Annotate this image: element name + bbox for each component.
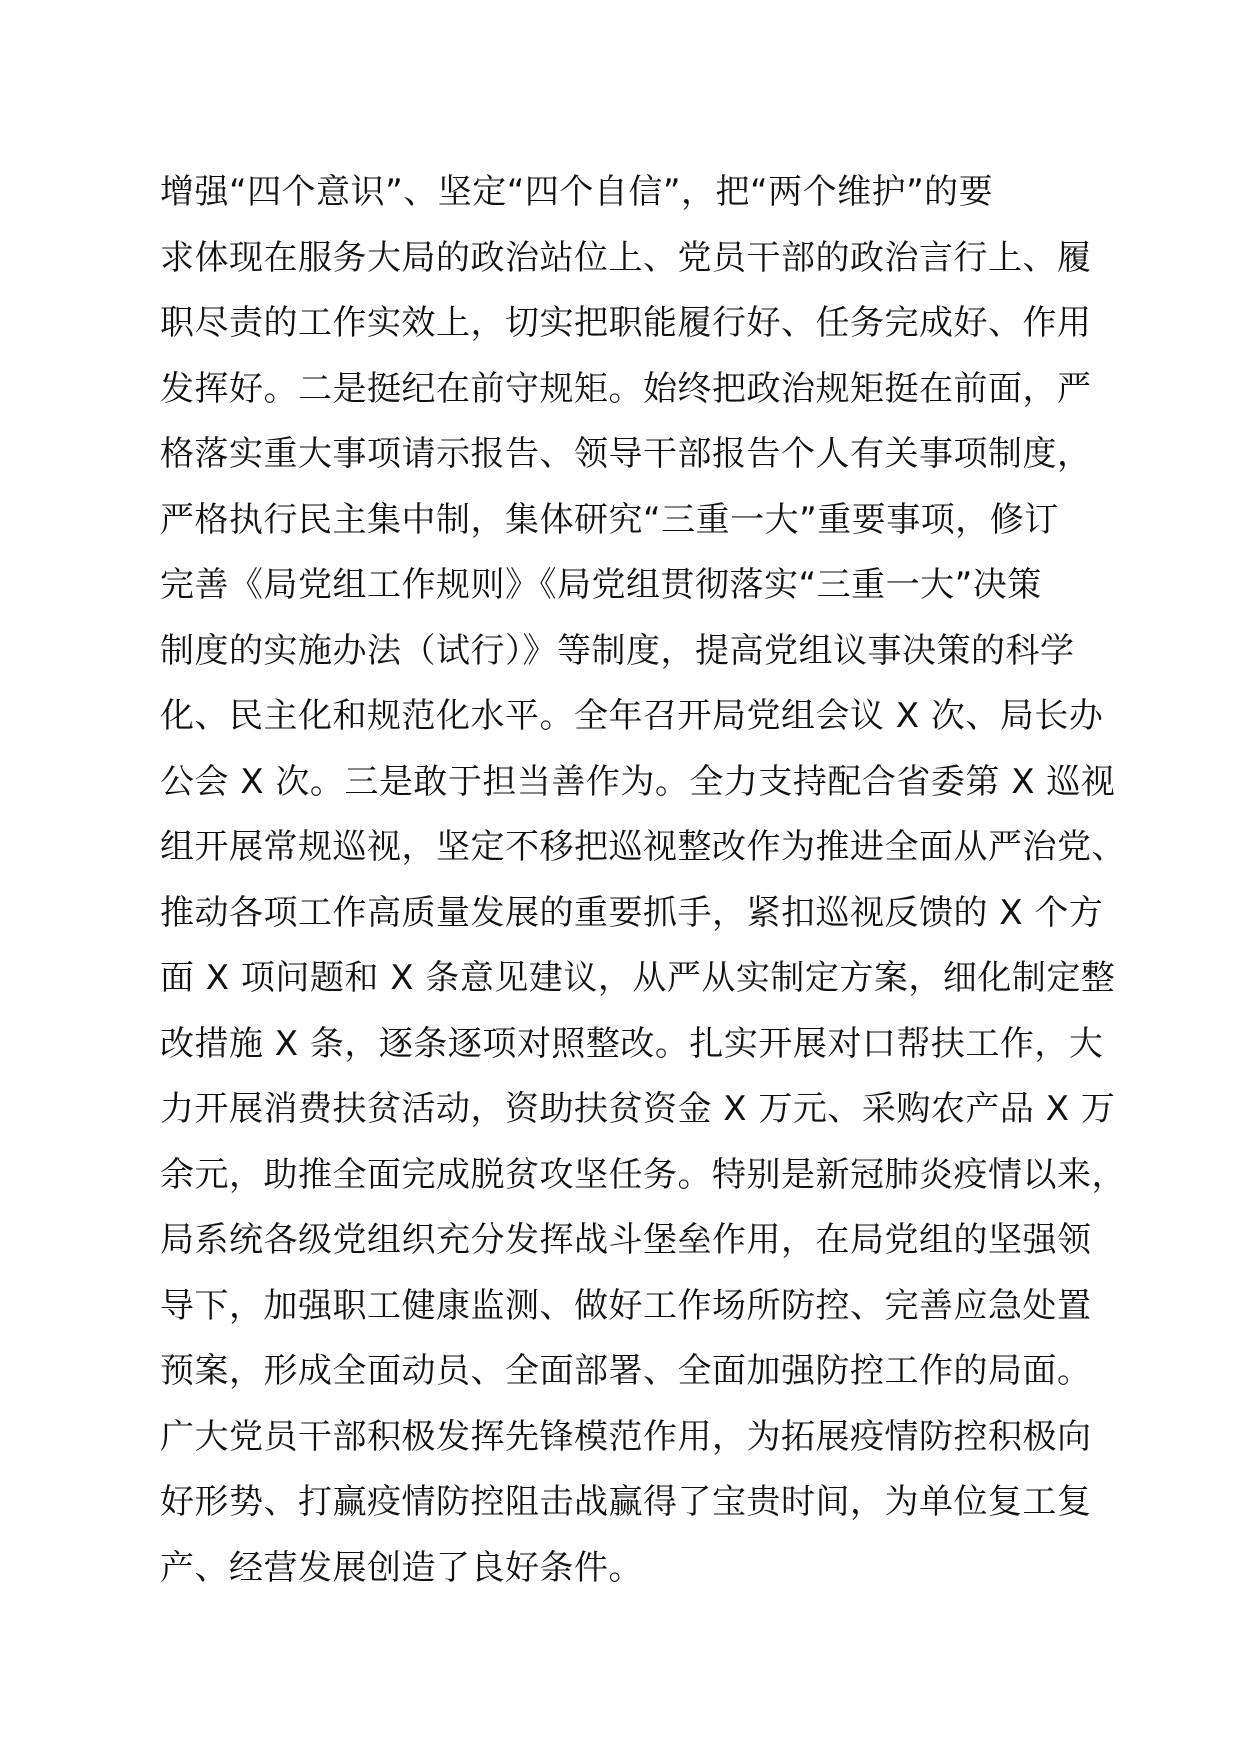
text-line: 改措施 X 条，逐条逐项对照整改。扎实开展对口帮扶工作，大 (160, 1023, 1104, 1064)
text-line: 产、经营发展创造了良好条件。 (160, 1547, 643, 1588)
text-line: 面 X 项问题和 X 条意见建议，从严从实制定方案，细化制定整 (160, 958, 1116, 998)
text-line: 化、民主化和规范化水平。全年召开局党组会议 X 次、局长办 (160, 696, 1104, 736)
text-line: 预案，形成全面动员、全面部署、全面加强防控工作的局面。 (160, 1351, 1092, 1391)
text-line: 严格执行民主集中制，集体研究“三重一大”重要事项，修订 (160, 499, 1059, 540)
text-line: 广大党员干部积极发挥先锋模范作用，为拓展疫情防控积极向 (160, 1416, 1092, 1457)
text-line: 余元，助推全面完成脱贫攻坚任务。特别是新冠肺炎疫情以来， (160, 1154, 1126, 1195)
text-line: 公会 X 次。三是敢于担当善作为。全力支持配合省委第 X 巡视 (160, 761, 1116, 802)
body-paragraph (160, 160, 1126, 1601)
text-line: 职尽责的工作实效上，切实把职能履行好、任务完成好、作用 (160, 303, 1092, 343)
text-line: 增强“四个意识”、坚定“四个自信”，把“两个维护”的要 (160, 172, 994, 212)
text-line: 发挥好。二是挺纪在前守规矩。始终把政治规矩挺在前面，严 (160, 368, 1092, 409)
text-line: 好形势、打赢疫情防控阻击战赢得了宝贵时间，为单位复工复 (160, 1482, 1092, 1522)
text-line: 推动各项工作高质量发展的重要抓手，紧扣巡视反馈的 X 个方 (160, 892, 1104, 933)
text-line: 制度的实施办法（试行）》等制度，提高党组议事决策的科学 (160, 630, 1075, 671)
text-line: 局系统各级党组织充分发挥战斗堡垒作用，在局党组的坚强领 (160, 1220, 1092, 1260)
text-line: 组开展常规巡视，坚定不移把巡视整改作为推进全面从严治党、 (160, 827, 1126, 867)
text-line: 导下，加强职工健康监测、做好工作场所防控、完善应急处置 (160, 1285, 1092, 1326)
text-line: 格落实重大事项请示报告、领导干部报告个人有关事项制度， (160, 434, 1092, 474)
text-line: 力开展消费扶贫活动，资助扶贫资金 X 万元、采购农产品 X 万 (160, 1089, 1116, 1129)
text-line: 完善《局党组工作规则》《局党组贯彻落实“三重一大”决策 (160, 565, 1042, 605)
text-line: 求体现在服务大局的政治站位上、党员干部的政治言行上、履 (160, 237, 1092, 278)
